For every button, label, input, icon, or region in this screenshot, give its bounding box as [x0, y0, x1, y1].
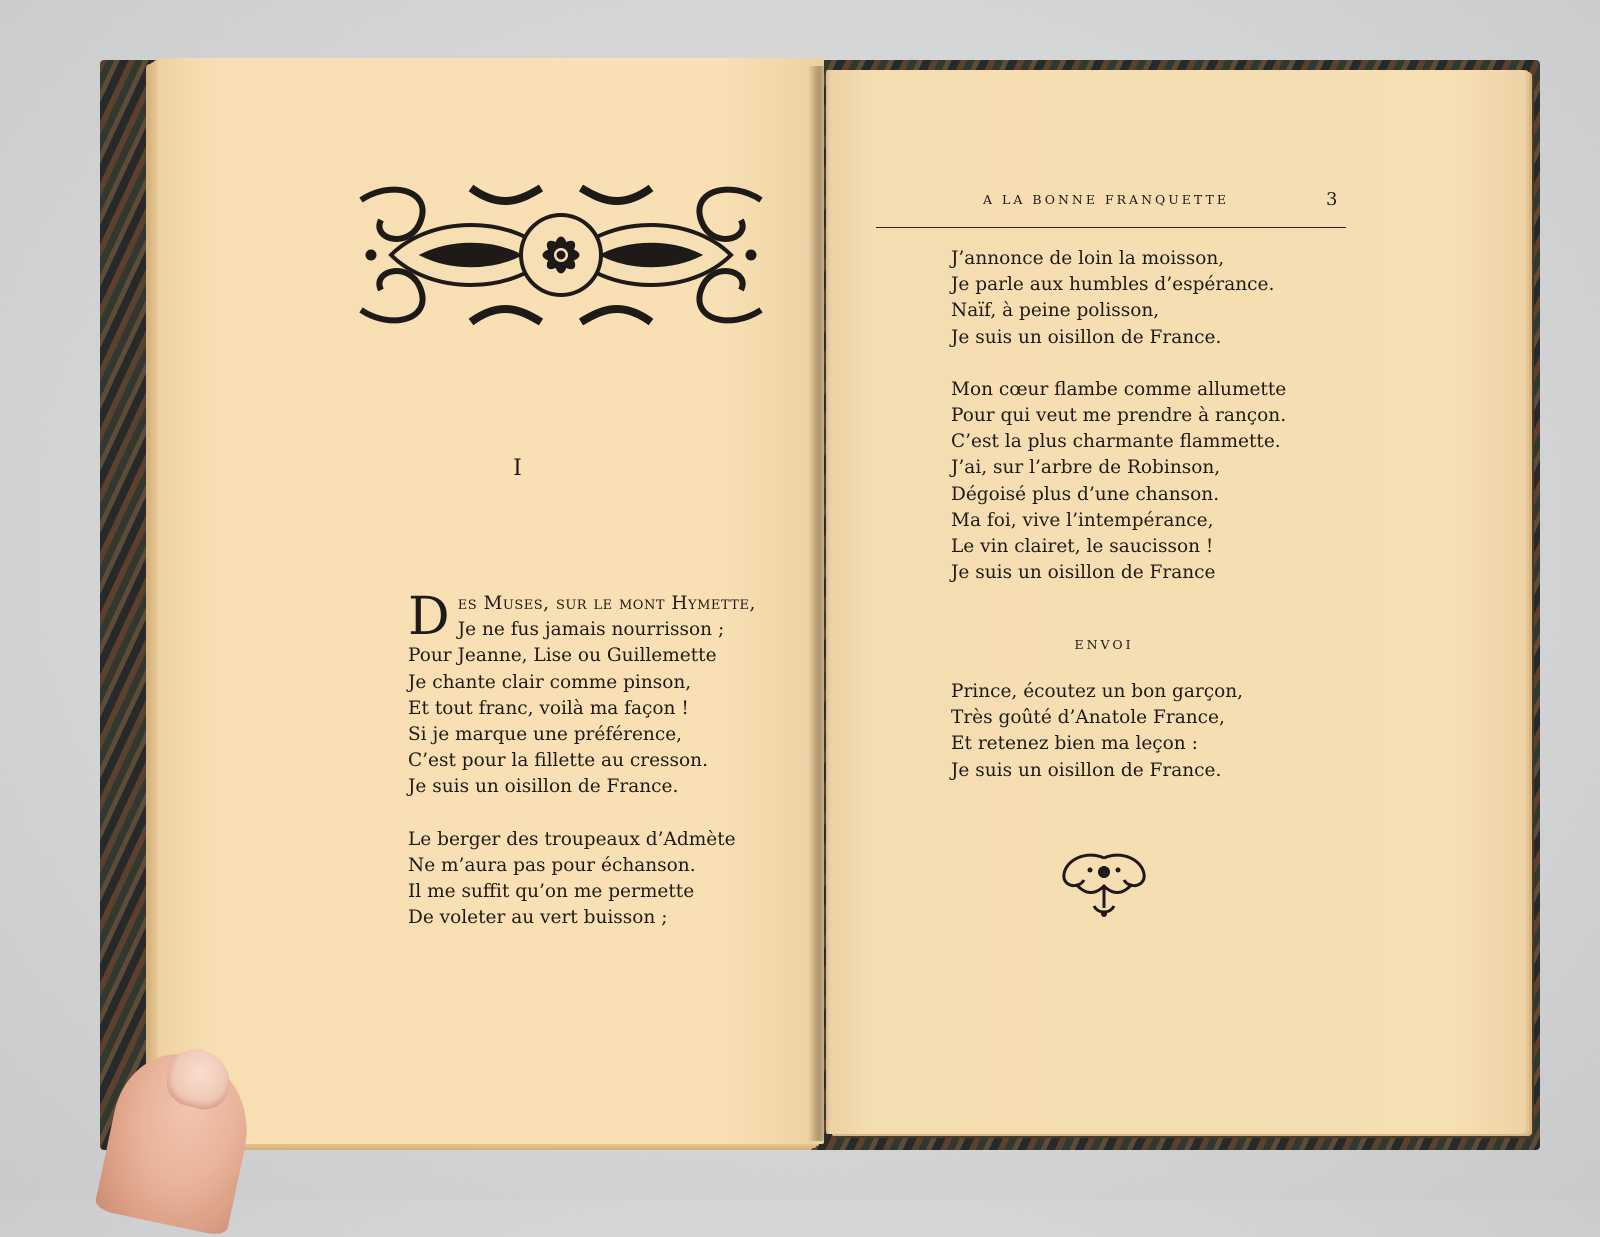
verse-line: Dégoisé plus d’une chanson. — [951, 483, 1220, 505]
verse-line: Et tout franc, voilà ma façon ! — [408, 697, 689, 719]
envoi-stanza — [951, 679, 1243, 784]
verse-line: Très goûté d’Anatole France, — [951, 707, 1225, 729]
drop-cap: D — [408, 587, 450, 647]
verse-line: Si je marque une préférence, — [408, 724, 683, 746]
verse-line: Le berger des troupeaux d’Admète — [408, 828, 736, 850]
verse-line: Je chante clair comme pinson, — [408, 671, 692, 693]
verse-line: Je ne fus jamais nourrisson ; — [457, 619, 725, 641]
verse-line: Mon cœur flambe comme allumette — [951, 378, 1287, 400]
right-page — [826, 70, 1526, 1134]
verse-line: Le vin clairet, le saucisson ! — [951, 536, 1214, 558]
poem-stanzas-right — [951, 246, 1286, 586]
headpiece-ornament — [351, 180, 771, 330]
verse-line: Je parle aux humbles d’espérance. — [951, 274, 1275, 296]
verse-line: Ne m’aura pas pour échanson. — [408, 854, 696, 876]
verse-line: Je suis un oisillon de France — [951, 562, 1216, 584]
verse-line: Et retenez bien ma leçon : — [951, 733, 1198, 755]
verse-line: Je suis un oisillon de France. — [951, 326, 1222, 348]
verse-line: Pour qui veut me prendre à rançon. — [951, 405, 1287, 427]
running-head: A LA BONNE FRANQUETTE — [983, 192, 1229, 207]
verse-line: Naïf, à peine polisson, — [951, 300, 1160, 322]
section-numeral: I — [513, 456, 523, 481]
book-gutter — [808, 66, 830, 1141]
verse-line: Ma foi, vive l’intempérance, — [951, 509, 1214, 531]
verse-line: J’ai, sur l’arbre de Robinson, — [951, 457, 1221, 479]
verse-line: De voleter au vert buisson ; — [408, 907, 668, 929]
verse-line: Je suis un oisillon de France. — [408, 776, 679, 798]
page-number: 3 — [1326, 189, 1338, 210]
tailpiece-ornament — [1056, 850, 1152, 920]
verse-line: J’annonce de loin la moisson, — [951, 248, 1225, 269]
verse-line: Prince, écoutez un bon garçon, — [951, 681, 1244, 702]
left-page — [158, 58, 824, 1144]
envoi-heading-text: ENVOI — [1074, 637, 1134, 652]
verse-line: C’est la plus charmante flammette. — [951, 431, 1281, 453]
verse-line: es Muses, sur le mont Hymette, — [457, 593, 756, 614]
poem-stanza-1 — [408, 587, 756, 931]
verse-line: Je suis un oisillon de France. — [951, 759, 1222, 781]
header-rule — [876, 227, 1346, 228]
verse-line: Il me suffit qu’on me permette — [408, 881, 695, 903]
verse-line: C’est pour la fillette au cresson. — [408, 750, 708, 772]
verse-line: Pour Jeanne, Lise ou Guillemette — [408, 645, 717, 667]
